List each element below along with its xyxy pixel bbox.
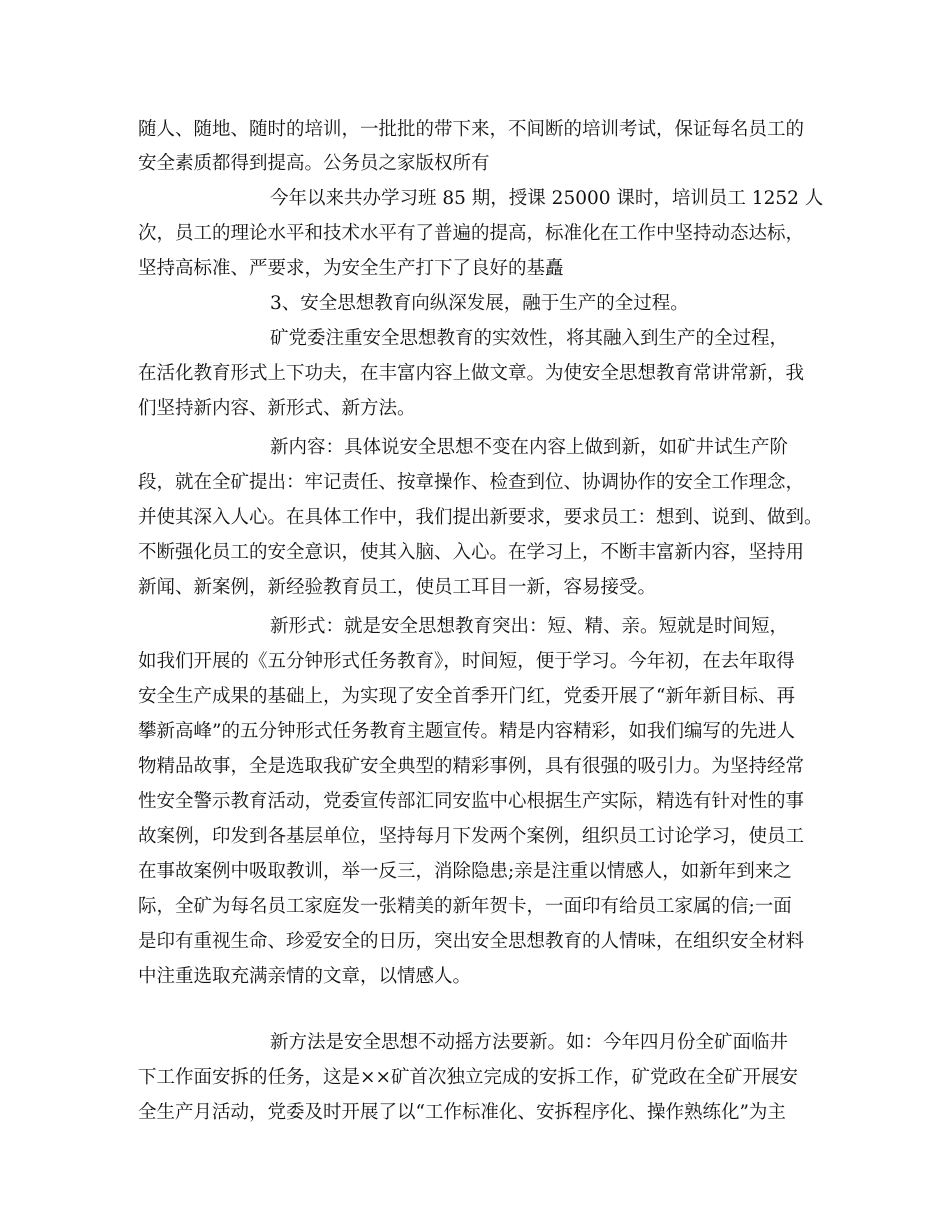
text-line: 并使其深入人心。在具体工作中，我们提出新要求，要求员工：想到、说到、做到。 — [138, 507, 823, 528]
text-line: 段，就在全矿提出：牢记责任、按章操作、检查到位、协调协作的安全工作理念， — [138, 472, 805, 493]
text-line: 在事故案例中吸取教训，举一反三，消除隐患;亲是注重以情感人，如新年到来之 — [138, 861, 792, 882]
text-line: 们坚持新内容、新形式、新方法。 — [138, 398, 416, 419]
text-line: 物精品故事，全是选取我矿安全典型的精彩事例，具有很强的吸引力。为坚持经常 — [138, 756, 805, 777]
text-line: 今年以来共办学习班 85 期，授课 25000 课时，培训员工 1252 人 — [270, 188, 824, 209]
text-line: 新方法是安全思想不动摇方法要新。如：今年四月份全矿面临井 — [270, 1032, 789, 1053]
text-line: 次，员工的理论水平和技术水平有了普遍的提高，标准化在工作中坚持动态达标， — [138, 223, 805, 244]
text-line: 不断强化员工的安全意识，使其入脑、入心。在学习上，不断丰富新内容，坚持用 — [138, 542, 805, 563]
text-line: 下工作面安拆的任务，这是××矿首次独立完成的安拆工作，矿党政在全矿开展安 — [138, 1067, 799, 1088]
text-line: 际，全矿为每名员工家庭发一张精美的新年贺卡，一面印有给员工家属的信;一面 — [138, 896, 792, 917]
text-line: 故案例，印发到各基层单位，坚持每月下发两个案例，组织员工讨论学习，使员工 — [138, 826, 805, 847]
text-line: 在活化教育形式上下功夫，在丰富内容上做文章。为使安全思想教育常讲常新，我 — [138, 363, 805, 384]
text-line: 坚持高标准、严要求，为安全生产打下了良好的基矗 — [138, 258, 564, 279]
text-line: 中注重选取充满亲情的文章，以情感人。 — [138, 966, 472, 987]
text-line: 如我们开展的《五分钟形式任务教育》，时间短，便于学习。今年初，在去年取得 — [138, 651, 795, 672]
text-line: 随人、随地、随时的培训，一批批的带下来，不间断的培训考试，保证每名员工的 — [138, 119, 805, 140]
text-line: 攀新高峰”的五分钟形式任务教育主题宣传。精是内容精彩，如我们编写的先进人 — [138, 721, 795, 742]
text-line: 安全生产成果的基础上，为实现了安全首季开门红，党委开展了“新年新目标、再 — [138, 686, 795, 707]
text-line: 性安全警示教育活动，党委宣传部汇同安监中心根据生产实际，精选有针对性的事 — [138, 791, 805, 812]
text-line: 安全素质都得到提高。公务员之家版权所有 — [138, 153, 490, 174]
section-heading: 3、安全思想教育向纵深发展，融于生产的全过程。 — [270, 293, 689, 314]
text-line: 是印有重视生命、珍爱安全的日历，突出安全思想教育的人情味，在组织安全材料 — [138, 931, 805, 952]
text-line: 矿党委注重安全思想教育的实效性，将其融入到生产的全过程， — [270, 328, 789, 349]
text-line: 新闻、新案例，新经验教育员工，使员工耳目一新，容易接受。 — [138, 577, 657, 598]
text-line: 全生产月活动，党委及时开展了以“工作标准化、安拆程序化、操作熟练化”为主 — [138, 1102, 786, 1123]
text-line: 新形式：就是安全思想教育突出：短、精、亲。短就是时间短， — [270, 616, 789, 637]
text-line: 新内容：具体说安全思想不变在内容上做到新，如矿井试生产阶 — [270, 437, 789, 458]
